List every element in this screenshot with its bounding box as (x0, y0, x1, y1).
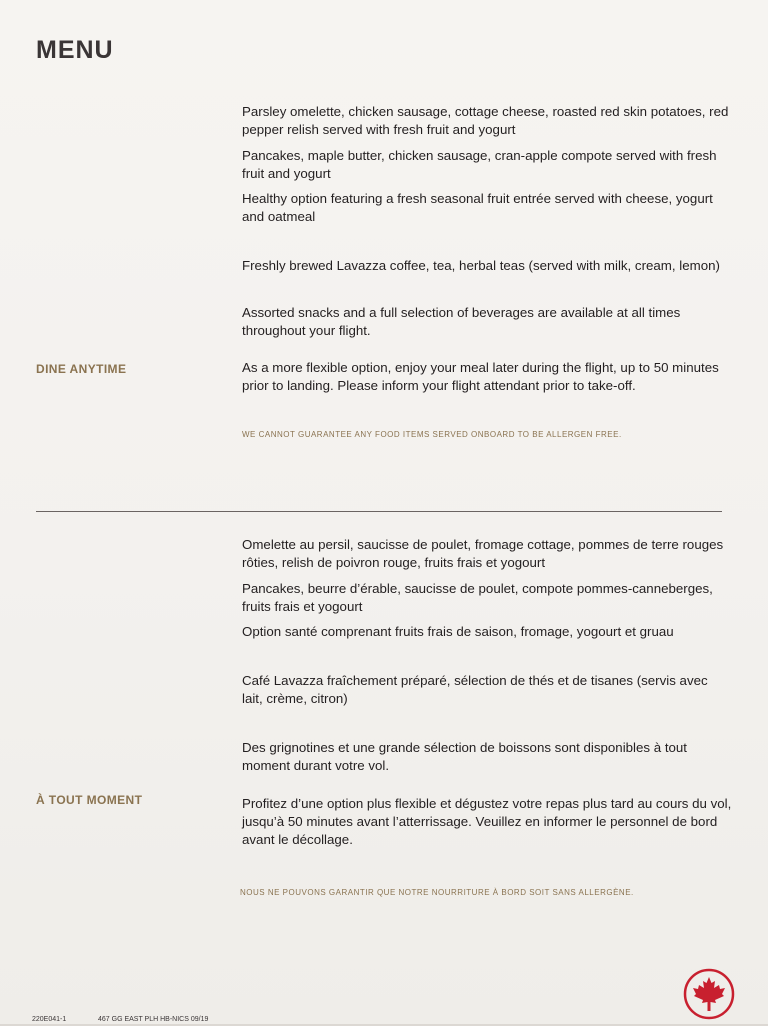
menu-title: MENU (36, 36, 114, 64)
menu-item-en-coffee: Freshly brewed Lavazza coffee, tea, herbal teas (served with milk, cream, lemon) (242, 258, 720, 273)
menu-item-fr-snacks: Des grignotines et une grande sélection de boissons sont disponibles à tout moment durant votre vol. (242, 740, 687, 773)
dine-anytime-label: DINE ANYTIME (36, 362, 127, 376)
menu-item-en-snacks: Assorted snacks and a full selection of beverages are available at all times throughout your flight. (242, 305, 681, 338)
maple-leaf-icon (682, 967, 736, 1021)
menu-item-fr-dine-anytime: Profitez d’une option plus flexible et dégustez votre repas plus tard au cours du vol, jusqu’à 50 minutes avant l’atterrissage. Veuillez en informer le personnel de bord avant le décollage. (242, 796, 732, 847)
a-tout-moment-label: À TOUT MOMENT (36, 793, 143, 807)
menu-item-fr-omelette: Omelette au persil, saucisse de poulet, fromage cottage, pommes de terre rouges rôties, relish de poivron rouge, fruits frais et yogourt (242, 537, 724, 570)
allergen-note-en: WE CANNOT GUARANTEE ANY FOOD ITEMS SERVED ONBOARD TO BE ALLERGEN FREE. (242, 430, 622, 439)
menu-item-fr-pancakes: Pancakes, beurre d’érable, saucisse de poulet, compote pommes-canneberges, fruits frais et yogourt (242, 581, 713, 614)
menu-item-en-pancakes: Pancakes, maple butter, chicken sausage, cran-apple compote served with fresh fruit and yogurt (242, 148, 717, 181)
menu-item-en-healthy: Healthy option featuring a fresh seasonal fruit entrée served with cheese, yogurt and oatmeal (242, 191, 713, 224)
section-divider (36, 511, 722, 512)
menu-item-en-dine-anytime: As a more flexible option, enjoy your meal later during the flight, up to 50 minutes prior to landing. Please inform your flight attendant prior to take-off. (242, 360, 719, 393)
menu-item-fr-healthy: Option santé comprenant fruits frais de saison, fromage, yogourt et gruau (242, 624, 674, 639)
menu-item-en-omelette: Parsley omelette, chicken sausage, cottage cheese, roasted red skin potatoes, red pepper relish served with fresh fruit and yogurt (242, 104, 729, 137)
footer-code-right: 467 GG EAST PLH HB-NICS 09/19 (98, 1016, 209, 1023)
allergen-note-fr: NOUS NE POUVONS GARANTIR QUE NOTRE NOURRITURE À BORD SOIT SANS ALLERGÈNE. (240, 888, 634, 897)
menu-item-fr-coffee: Café Lavazza fraîchement préparé, sélection de thés et de tisanes (servis avec lait, crème, citron) (242, 673, 708, 706)
footer-code-left: 220E041-1 (32, 1016, 67, 1023)
